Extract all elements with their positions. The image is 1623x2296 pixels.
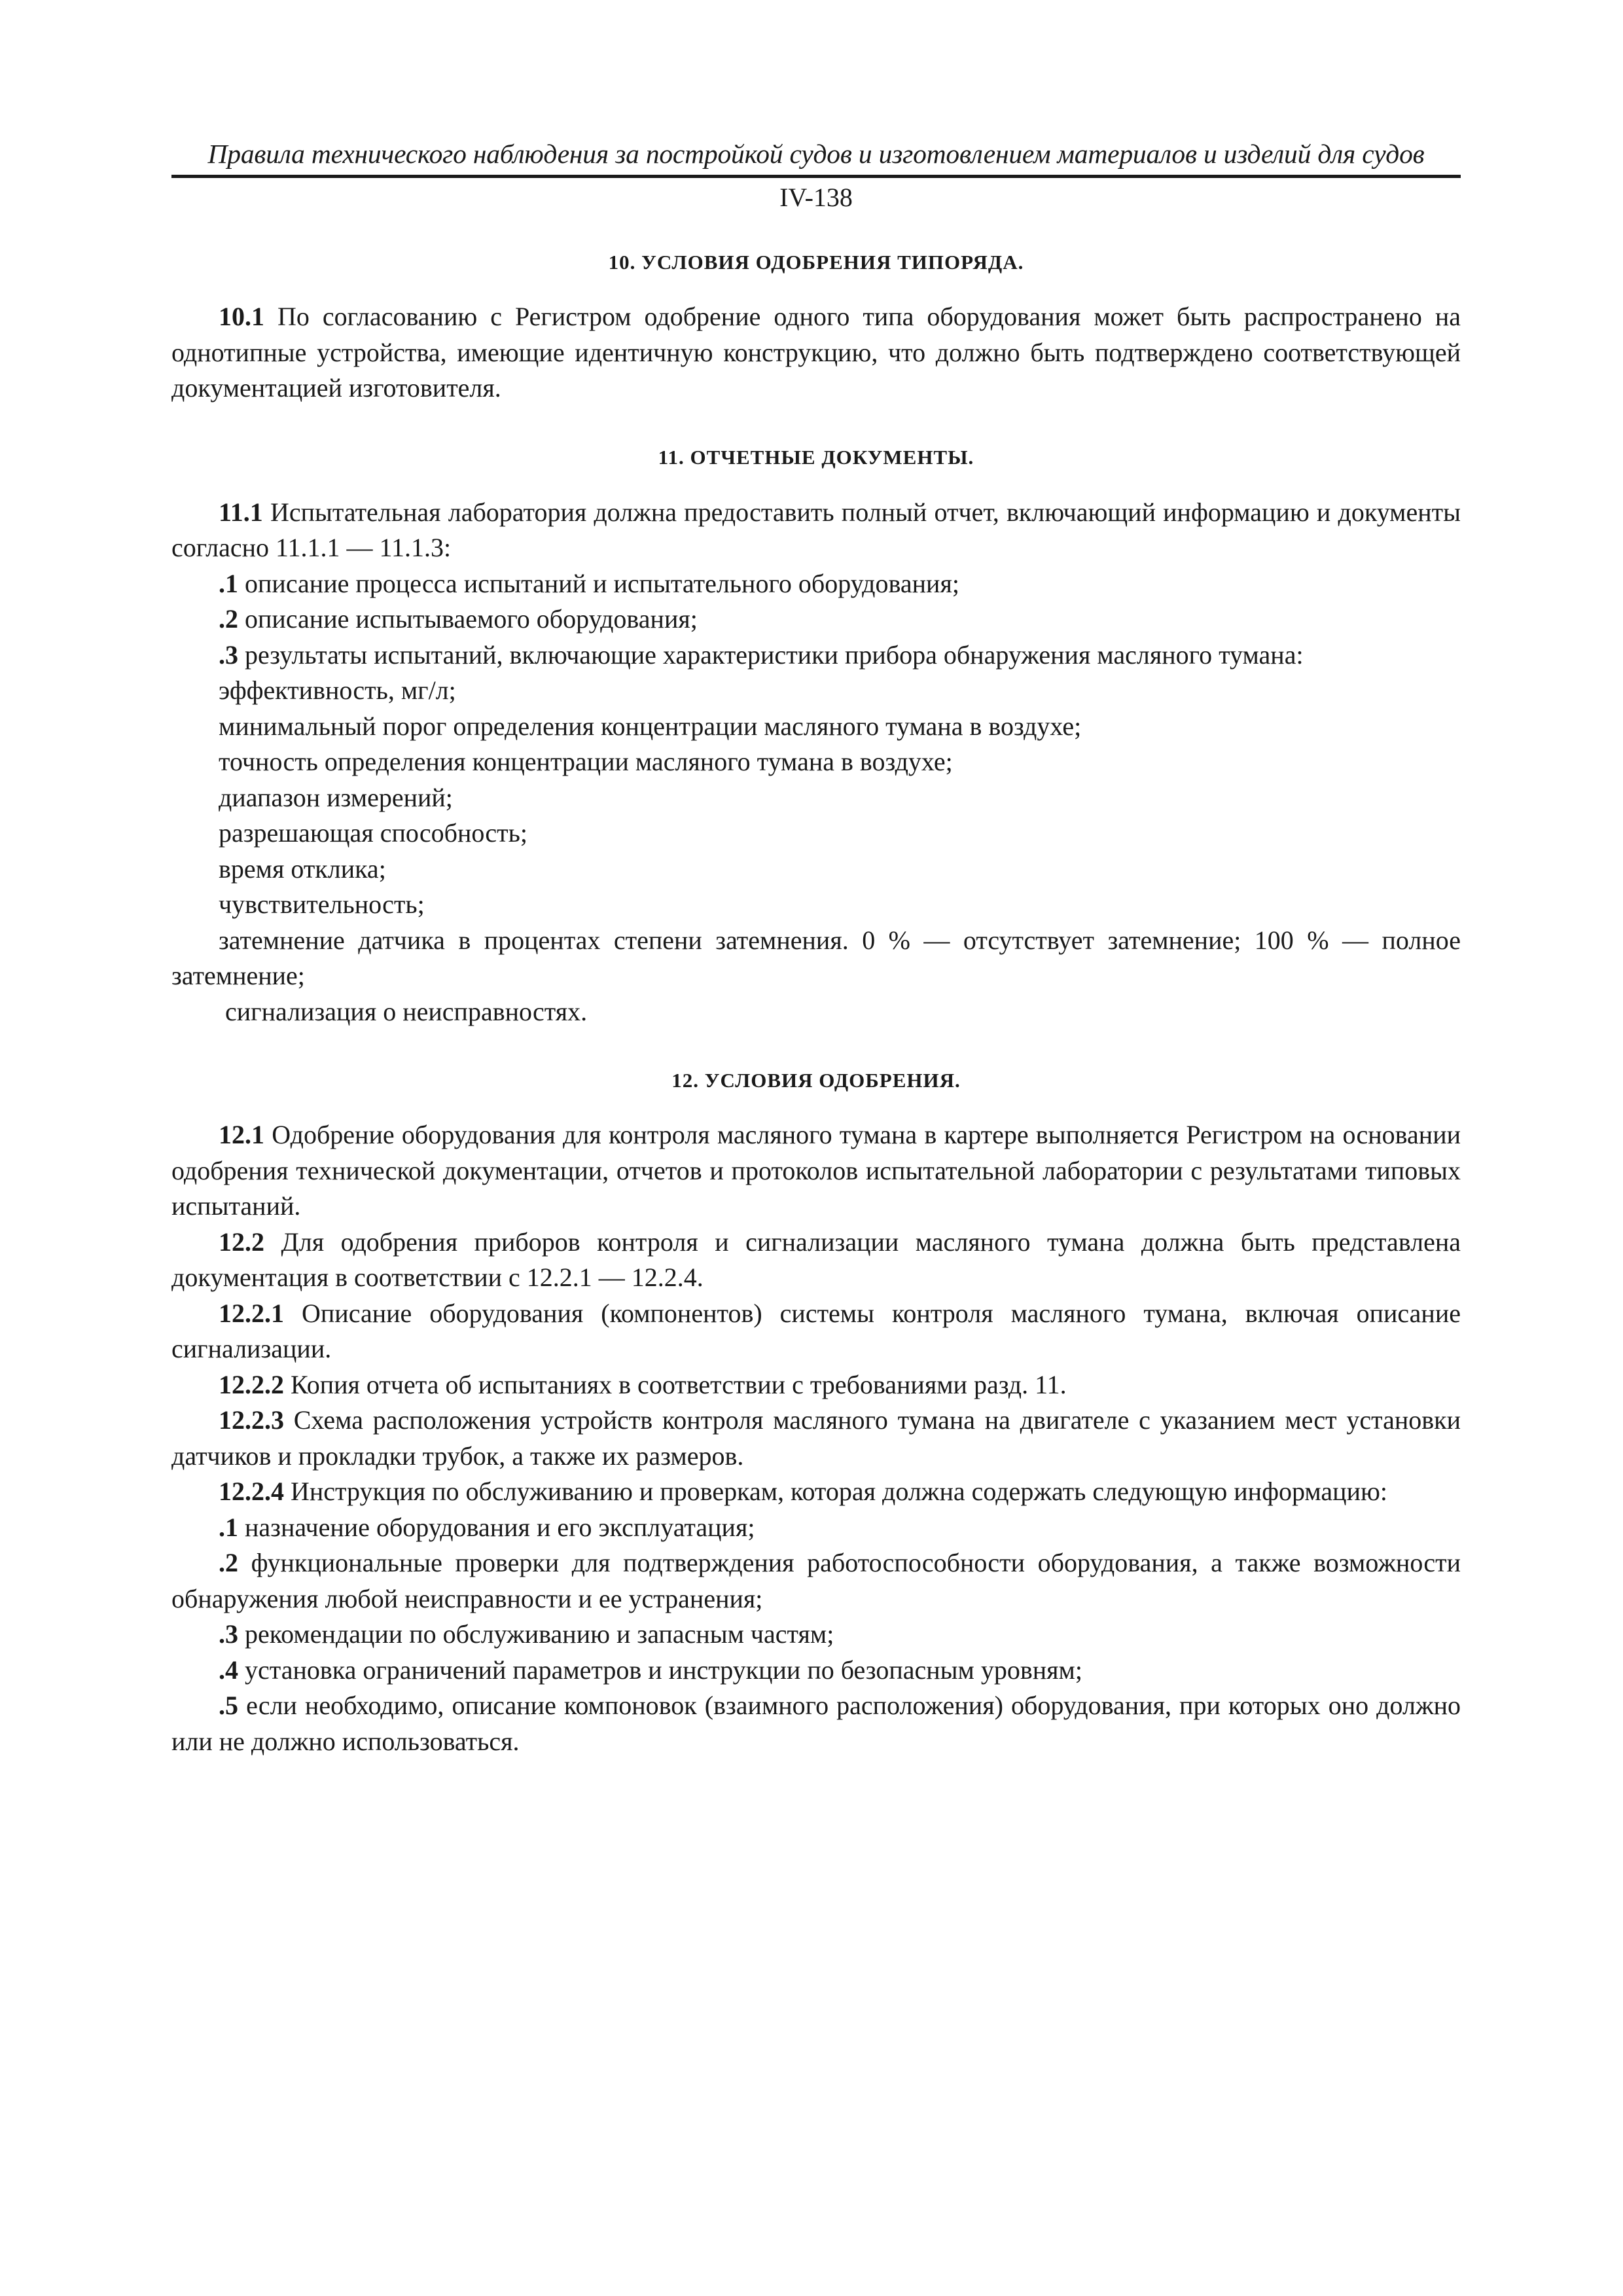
characteristic-item: эффективность, мг/л; <box>219 675 456 705</box>
paragraph-12-2-1 <box>171 1296 1461 1367</box>
item-text: если необходимо, описание компоновок (взаимного расположения) оборудования, при которых оно должно или не должно использоваться. <box>171 1691 1461 1756</box>
list-item-11-1-1 <box>171 566 1461 602</box>
clause-number: 12.1 <box>219 1120 264 1149</box>
paragraph-12-1 <box>171 1117 1461 1225</box>
list-item-12-2-4-1 <box>171 1510 1461 1546</box>
section-11-title: 11. ОТЧЕТНЫЕ ДОКУМЕНТЫ. <box>658 445 974 469</box>
list-item-11-1-3 <box>171 637 1461 673</box>
paragraph-12-2-2 <box>171 1367 1461 1403</box>
paragraph-10-1 <box>171 299 1461 406</box>
paragraph-text: Для одобрения приборов контроля и сигнализации масляного тумана должна быть представлена документация в соответствии с 12.2.1 — 12.2.4. <box>171 1227 1461 1292</box>
document-page <box>171 135 1461 1759</box>
item-number: .1 <box>219 1512 238 1542</box>
clause-number: 12.2 <box>219 1227 264 1257</box>
alarm-item: сигнализация о неисправностях. <box>219 996 588 1026</box>
item-number: .5 <box>219 1691 238 1720</box>
paragraph-11-1 <box>171 495 1461 566</box>
characteristic-item: диапазон измерений; <box>219 782 453 812</box>
characteristic-item: минимальный порог определения концентрации масляного тумана в воздухе; <box>219 711 1082 741</box>
paragraph-text: Инструкция по обслуживанию и проверкам, которая должна содержать следующую информацию: <box>284 1477 1387 1506</box>
characteristic-item: разрешающая способность; <box>219 818 527 848</box>
item-text: результаты испытаний, включающие характеристики прибора обнаружения масляного тумана: <box>238 639 1304 670</box>
running-header: Правила технического наблюдения за постройкой судов и изготовлением материалов и изделий для судов <box>171 135 1461 178</box>
paragraph-12-2-4 <box>171 1474 1461 1510</box>
list-item-11-1-2 <box>171 601 1461 637</box>
item-text: описание испытываемого оборудования; <box>238 604 698 634</box>
paragraph-text: Испытательная лаборатория должна предоставить полный отчет, включающий информацию и документы согласно 11.1.1 — 11.1.3: <box>171 497 1461 562</box>
item-number: .3 <box>219 1619 238 1649</box>
item-number: .2 <box>219 604 238 634</box>
paragraph-text: По согласованию с Регистром одобрение одного типа оборудования может быть распространено на однотипные устройства, имеющие идентичную конструкцию, что должно быть подтверждено соответствующей документацией изготовителя. <box>171 302 1461 403</box>
paragraph-12-2 <box>171 1225 1461 1296</box>
item-number: .2 <box>219 1548 238 1577</box>
item-text: установка ограничений параметров и инструкции по безопасным уровням; <box>238 1655 1082 1685</box>
characteristic-item: точность определения концентрации масляного тумана в воздухе; <box>219 747 953 776</box>
list-item-12-2-4-2 <box>171 1545 1461 1617</box>
item-number: .1 <box>219 568 238 598</box>
list-item-12-2-4-5 <box>171 1688 1461 1759</box>
item-text: функциональные проверки для подтверждения работоспособности оборудования, а также возможности обнаружения любой неисправности и ее устранения; <box>171 1548 1461 1613</box>
item-text: назначение оборудования и его эксплуатация; <box>238 1512 755 1542</box>
item-text: рекомендации по обслуживанию и запасным частям; <box>238 1619 834 1649</box>
item-number: .3 <box>219 639 238 670</box>
section-10-title: 10. УСЛОВИЯ ОДОБРЕНИЯ ТИПОРЯДА. <box>608 251 1024 274</box>
list-item-12-2-4-4 <box>171 1653 1461 1689</box>
clause-number: 12.2.1 <box>219 1298 284 1328</box>
paragraph-text: Одобрение оборудования для контроля масляного тумана в картере выполняется Регистром на основании одобрения технической документации, отчетов и протоколов испытательной лаборатории с результатами типовых испытаний. <box>171 1120 1461 1221</box>
clause-number: 12.2.2 <box>219 1369 284 1399</box>
list-item-12-2-4-3 <box>171 1617 1461 1653</box>
item-text: описание процесса испытаний и испытательного оборудования; <box>238 568 959 598</box>
paragraph-text: Схема расположения устройств контроля масляного тумана на двигателе с указанием мест установки датчиков и прокладки трубок, а также их размеров. <box>171 1405 1461 1471</box>
section-12-title: 12. УСЛОВИЯ ОДОБРЕНИЯ. <box>671 1069 961 1092</box>
obscuration-item: затемнение датчика в процентах степени затемнения. 0 % — отсутствует затемнение; 100 % — полное затемнение; <box>171 925 1461 990</box>
clause-number: 10.1 <box>219 302 264 331</box>
clause-number: 12.2.4 <box>219 1477 284 1506</box>
item-number: .4 <box>219 1655 238 1685</box>
page-number: IV-138 <box>779 183 853 212</box>
clause-number: 12.2.3 <box>219 1405 284 1435</box>
paragraph-text: Копия отчета об испытаниях в соответствии с требованиями разд. 11. <box>284 1369 1067 1399</box>
paragraph-12-2-3 <box>171 1403 1461 1474</box>
clause-number: 11.1 <box>219 497 263 527</box>
paragraph-text: Описание оборудования (компонентов) системы контроля масляного тумана, включая описание сигнализации. <box>171 1298 1461 1363</box>
characteristic-item: чувствительность; <box>219 889 425 919</box>
characteristic-item: время отклика; <box>219 853 386 884</box>
